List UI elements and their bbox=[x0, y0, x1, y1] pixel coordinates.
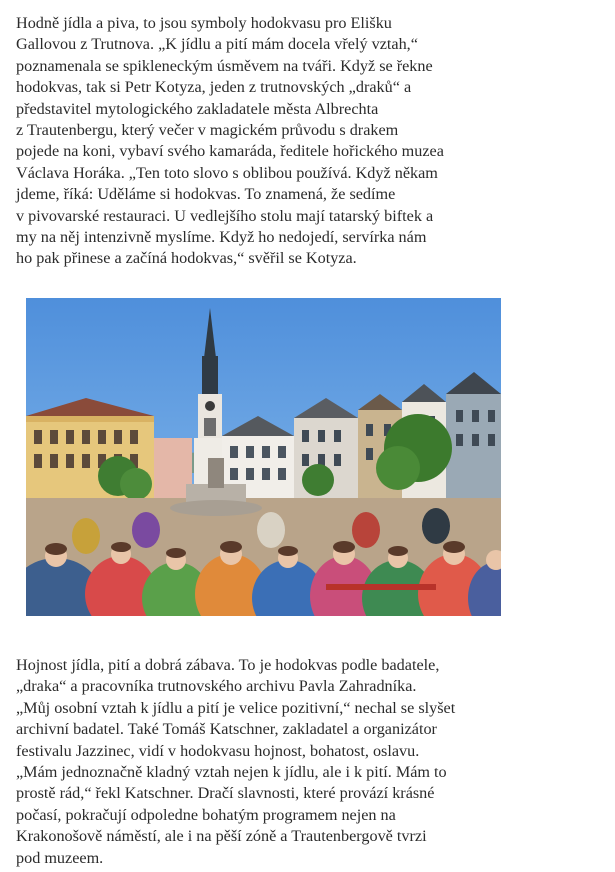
paragraph-line: jdeme, říká: Uděláme si hodokvas. To znamená, že sedíme bbox=[16, 185, 396, 204]
paragraph-line: v pivovarské restauraci. U vedlejšího stolu mají tatarský biftek a bbox=[16, 206, 434, 225]
paragraph-line: archivní badatel. Také Tomáš Katschner, zakladatel a organizátor bbox=[16, 720, 437, 739]
paragraph-line: Hodně jídla a piva, to jsou symboly hodokvasu pro Elišku bbox=[16, 14, 392, 32]
paragraph-1 bbox=[16, 13, 444, 270]
paragraph-line: „draka“ a pracovníka trutnovského archivu Pavla Zahradníka. bbox=[16, 677, 417, 696]
paragraph-line: ho pak přinese a začíná hodokvas,“ svěřil se Kotyza. bbox=[16, 249, 357, 268]
paragraph-line: prostě rád,“ řekl Katschner. Dračí slavnosti, které provází krásné bbox=[16, 784, 435, 803]
paragraph-line: Hojnost jídla, pití a dobrá zábava. To je hodokvas podle badatele, bbox=[16, 656, 440, 674]
paragraph-line: pod muzeem. bbox=[16, 848, 104, 867]
paragraph-2 bbox=[16, 655, 455, 869]
paragraph-line: poznamenala se spikleneckým úsměvem na tváři. Když se řekne bbox=[16, 56, 433, 75]
paragraph-line: „Můj osobní vztah k jídlu a pití je velice pozitivní,“ nechal se slyšet bbox=[16, 698, 456, 717]
paragraph-line: Krakonošově náměstí, ale i na pěší zóně a Trautenbergově tvrzi bbox=[16, 827, 427, 846]
paragraph-line: Václava Horáka. „Ten toto slovo s oblibou používá. Když někam bbox=[16, 163, 438, 182]
paragraph-line: Gallovou z Trutnova. „K jídlu a pití mám docela vřelý vztah,“ bbox=[16, 35, 418, 54]
paragraph-line: „Mám jednoznačně kladný vztah nejen k jídlu, ale i k pití. Mám to bbox=[16, 763, 447, 782]
paragraph-line: z Trautenbergu, který večer v magickém průvodu s drakem bbox=[16, 121, 399, 140]
paragraph-line: představitel mytologického zakladatele města Albrechta bbox=[16, 99, 379, 118]
paragraph-line: hodokvas, tak si Petr Kotyza, jeden z trutnovských „draků“ a bbox=[16, 78, 412, 97]
paragraph-line: my na něj intenzivně myslíme. Když ho nedojedí, servírka nám bbox=[16, 228, 427, 247]
paragraph-line: pojede na koni, vybaví svého kamaráda, ředitele hořického muzea bbox=[16, 142, 444, 161]
paragraph-line: počasí, pokračují odpoledne bohatým programem nejen na bbox=[16, 805, 396, 824]
town-square-illustration bbox=[26, 298, 501, 616]
article-photo-town-square bbox=[26, 298, 501, 616]
paragraph-line: festivalu Jazzinec, vidí v hodokvasu hojnost, bohatost, oslavu. bbox=[16, 741, 420, 760]
